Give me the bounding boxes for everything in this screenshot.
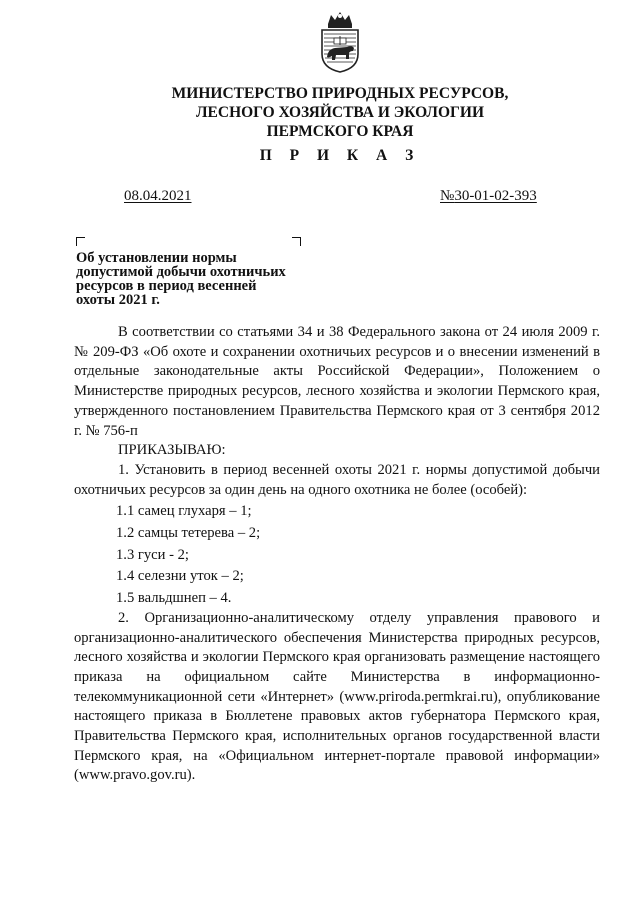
item-1: 1. Установить в период весенней охоты 2021 г. нормы допустимой добычи охотничьих ресурсов за один день на одного охотника не более (особей):: [74, 461, 600, 498]
subject-line: Об установлении нормы: [76, 250, 237, 266]
subitem: 1.1 самец глухаря – 1;: [116, 503, 252, 520]
subject-line: ресурсов в период весенней: [76, 278, 257, 294]
order-word: ПРИКАЗЫВАЮ:: [118, 442, 226, 459]
subject-line: охоты 2021 г.: [76, 292, 160, 308]
subject-corner-right: [292, 237, 301, 246]
subitem: 1.4 селезни уток – 2;: [116, 568, 244, 585]
document-subject: [76, 251, 316, 307]
ministry-line: ПЕРМСКОГО КРАЯ: [266, 123, 414, 140]
ministry-line: МИНИСТЕРСТВО ПРИРОДНЫХ РЕСУРСОВ,: [171, 85, 509, 102]
subject-corner-left: [76, 237, 85, 246]
document-body: [74, 323, 600, 786]
subitem: 1.3 гуси - 2;: [116, 546, 189, 563]
subitem: 1.2 самцы тетерева – 2;: [116, 525, 261, 542]
date-value: 08.04.2021: [124, 188, 192, 204]
ministry-line: ЛЕСНОГО ХОЗЯЙСТВА И ЭКОЛОГИИ: [195, 104, 485, 121]
subject-line: допустимой добычи охотничьих: [76, 264, 286, 280]
item-2: 2. Организационно-аналитическому отделу управления правового и организационно-аналитического обеспечения Министерства природных ресурсов, лесного хозяйства и экологии Пермского края организовать размещение настоящего приказа на официальном сайте Министерства в информационно-телекоммуникационной сети «Интернет» (www.priroda.permkrai.ru), опубликование настоящего приказа в Бюллетене правовых актов губернатора Пермского края, Правительства Пермского края, исполнительных органов государственной власти Пермского края, на «Официальном интернет-портале правовой информации» (www.pravo.gov.ru).: [74, 609, 600, 784]
ministry-name: [90, 84, 590, 141]
number-value: 30-01-02-393: [454, 188, 537, 204]
number-prefix: №: [440, 188, 455, 204]
document-type: П Р И К А З: [259, 147, 421, 164]
subitem: 1.5 вальдшнеп – 4.: [116, 590, 232, 607]
document-date: [124, 188, 192, 205]
perm-krai-coat-of-arms-icon: [318, 10, 362, 74]
preamble: В соответствии со статьями 34 и 38 Федерального закона от 24 июля 2009 г. № 209-ФЗ «Об охоте и сохранении охотничьих ресурсов и о внесении изменений в отдельные законодательные акты Российской Федерации», Положением о Министерстве природных ресурсов, лесного хозяйства и экологии Пермского края, утвержденного постановлением Правительства Пермского края от 3 сентября 2012 г. № 756-п: [74, 324, 600, 439]
document-number: [440, 188, 537, 205]
